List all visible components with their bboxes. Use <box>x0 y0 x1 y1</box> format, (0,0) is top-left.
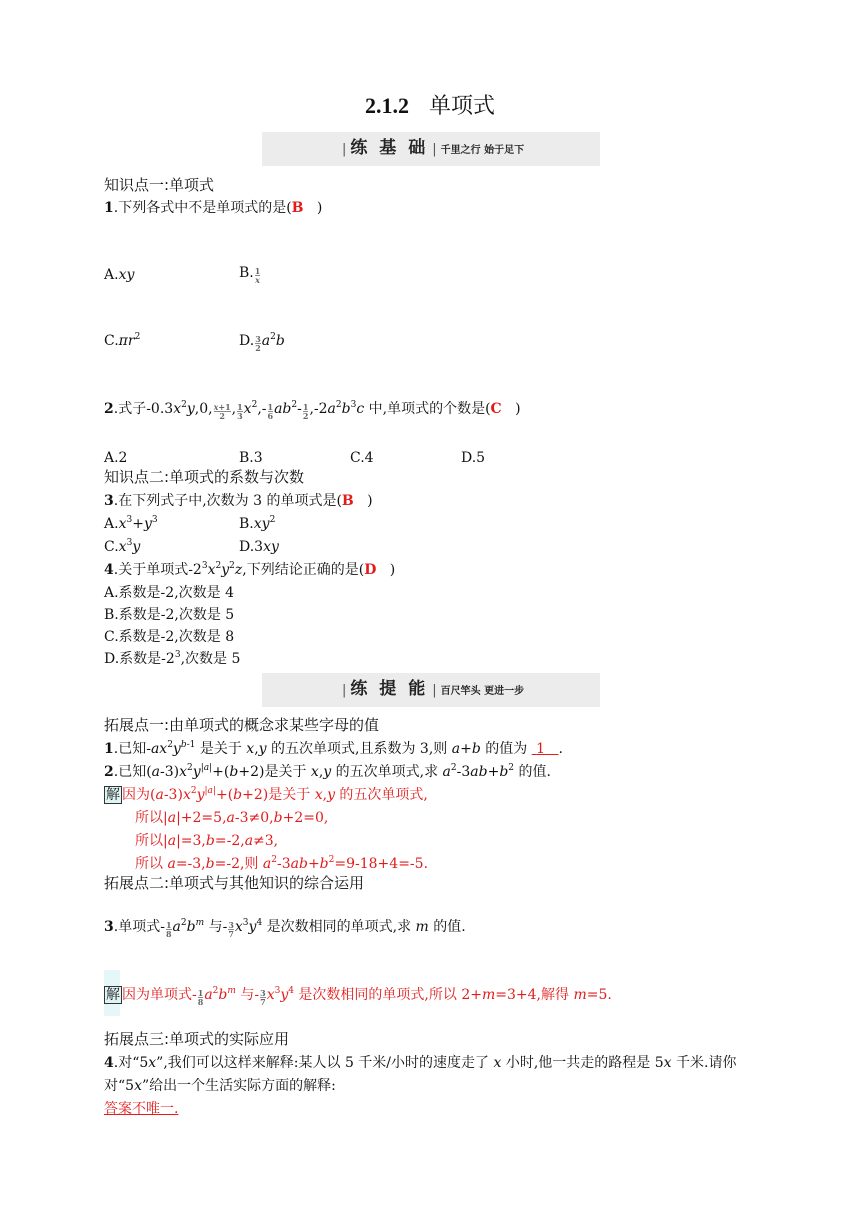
ext-question-1: 1.已知$-ax^2y^{b-1}$ 是关于 x,y 的五次单项式,且系数为 3,则 a+b 的值为 1 . <box>104 740 563 757</box>
solution-2-line4: 所以 a=-3,b=-2,则 $a^2-3ab+b^2=9-18+4=-5$. <box>135 855 429 872</box>
ext-question-3: 3.单项式- $\frac{1}{8}$ $a^2b^m$ 与- $\frac{3}{7}$ $x^3y^4$ 是次数相同的单项式,求 m 的值. <box>104 918 466 939</box>
q4-option-c: C.系数是-2,次数是 8 <box>104 629 235 645</box>
q2-option-c: C.4 <box>350 450 374 466</box>
ext-question-4-line2: 对“5x”给出一个生活实际方面的解释: <box>104 1078 336 1094</box>
q4-option-d: D.系数是$-2^3$,次数是 5 <box>104 650 241 667</box>
q3-option-c: $C.x^3y$ <box>104 538 141 555</box>
q2-option-b: B.3 <box>239 450 263 466</box>
q2-option-d: D.5 <box>461 450 486 466</box>
question-1: 1.下列各式中不是单项式的是(B ) <box>104 200 323 216</box>
question-4: 4.关于单项式$-2^3x^2y^2z$,下列结论正确的是(D ) <box>104 561 396 578</box>
q4-option-a: A.系数是-2,次数是 4 <box>104 585 235 601</box>
section-heading-1: 知识点一:单项式 <box>104 176 215 194</box>
q2-option-a: A.2 <box>104 450 128 466</box>
question-2: 2.式子$-0.3x^2y,0$, $\frac{x+1}{2}$ , $\frac{1}{3}$ $x^2,-$ $\frac{1}{6}$ $ab^2-$ $\frac{1}{2}$ $,-2a^2b^3c$ 中,单项式的个数是(C ) <box>104 400 521 421</box>
section-banner-improve: | 练 提 能 | 百尺竿头 更进一步 <box>262 673 600 707</box>
solution-2-line1: 解 因为$(a-3)x^2y^{|a|}+(b+2)$是关于 x,y 的五次单项式, <box>106 786 428 803</box>
solution-2-line2: 所以|a|+2=5,a-3≠0,b+2=0, <box>135 810 329 826</box>
q3-option-a: $A.x^3+y^3$ <box>104 515 158 532</box>
section-banner-basic: | 练 基 础 | 千里之行 始于足下 <box>262 132 600 166</box>
section-heading-2: 知识点二:单项式的系数与次数 <box>104 468 305 486</box>
option-b: B. $\frac{1}{x}$ <box>239 265 261 285</box>
option-a: A.xy <box>104 267 135 283</box>
section-heading-3: 拓展点一:由单项式的概念求某些字母的值 <box>104 716 380 734</box>
q3-option-d: D.3xy <box>239 539 279 555</box>
ext-question-4: 4.对“5x”,我们可以这样来解释:某人以 5 千米/小时的速度走了 x 小时,他一共走的路程是 5x 千米.请你 <box>104 1055 737 1071</box>
solution-3: 解 因为单项式- $\frac{1}{8}$ $a^2b^m$ 与- $\frac{3}{7}$ $x^3y^4$ 是次数相同的单项式,所以 2+m=3+4,解得 m=5. <box>106 986 612 1007</box>
solution-2-line3: 所以|a|=3,b=-2,a≠3, <box>135 833 279 849</box>
q4-option-b: B.系数是-2,次数是 5 <box>104 607 235 623</box>
option-c: $C.\pi r^2$ <box>104 332 141 349</box>
question-3: 3.在下列式子中,次数为 3 的单项式是(B ) <box>104 493 373 509</box>
solution-mark: 解 <box>106 787 120 803</box>
section-heading-5: 拓展点三:单项式的实际应用 <box>104 1030 290 1048</box>
answer-4: 答案不唯一. <box>104 1101 179 1117</box>
section-heading-4: 拓展点二:单项式与其他知识的综合运用 <box>104 874 365 892</box>
q3-option-b: $B.xy^2$ <box>239 515 276 532</box>
page-title: 2.1.2 单项式 <box>364 93 495 119</box>
ext-question-2: 2.已知$(a-3)x^2y^{|a|}+(b+2)$是关于 x,y 的五次单项式,求 $a^2-3ab+b^2$ 的值. <box>104 763 551 780</box>
option-d: D. $\frac{3}{2}$ $a^2b$ <box>239 332 285 353</box>
